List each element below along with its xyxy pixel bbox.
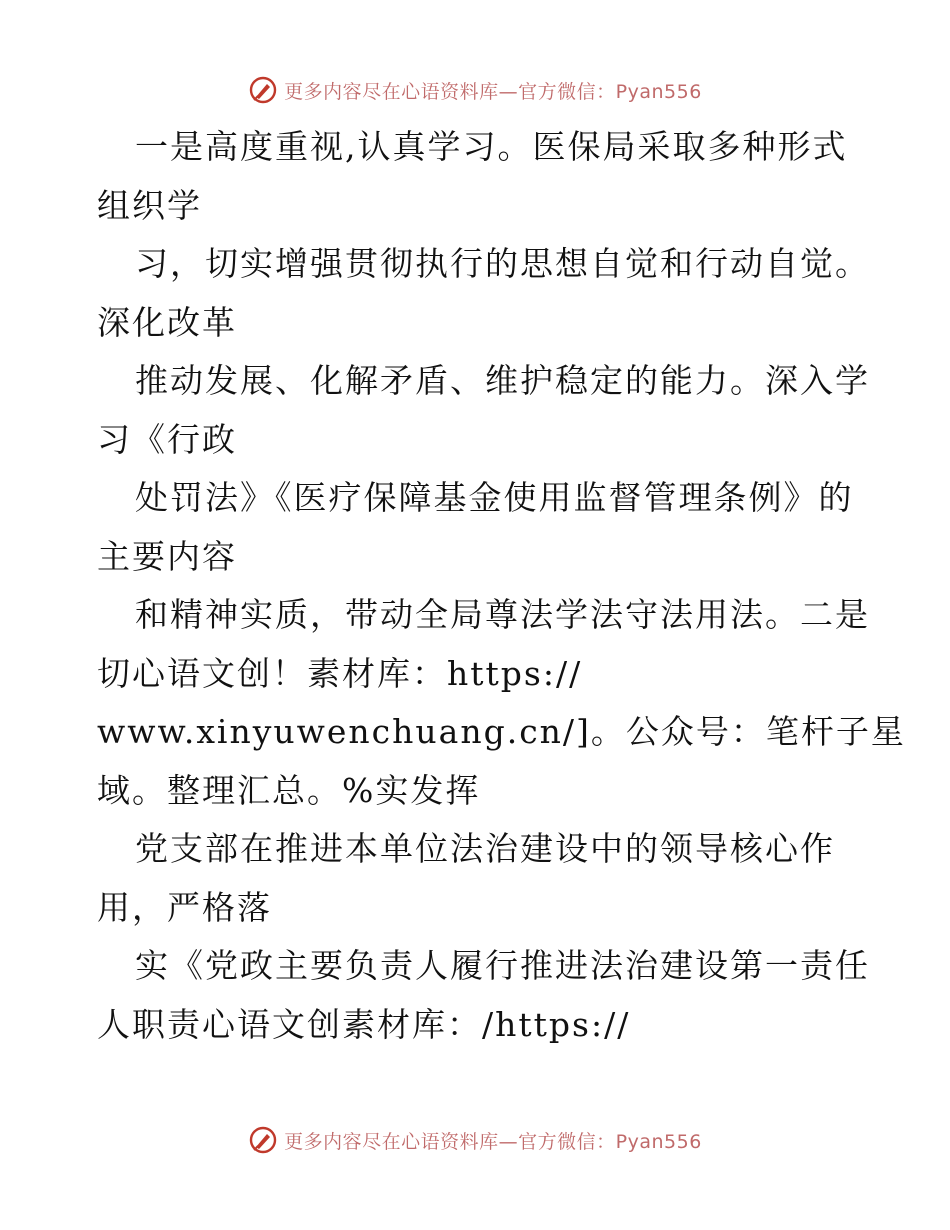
document-body xyxy=(97,118,906,1054)
text-line: www.xinyuwenchuang.cn/]。公众号：笔杆子星 xyxy=(97,712,906,751)
text-line: 切心语文创！素材库：https:// xyxy=(97,653,583,693)
text-line: 一是高度重视,认真学习。医保局采取多种形式 xyxy=(135,127,848,166)
text-line: 主要内容 xyxy=(97,536,237,576)
text-line: 组织学 xyxy=(97,185,202,225)
text-line: 处罚法》《医疗保障基金使用监督管理条例》的 xyxy=(135,478,854,517)
pen-circle-icon xyxy=(248,75,278,105)
banner-text: 更多内容尽在心语资料库—官方微信：Pyan556 xyxy=(284,80,702,103)
text-line: 人职责心语文创素材库：/https:// xyxy=(97,1004,631,1044)
text-line: 和精神实质，带动全局尊法学法守法用法。二是 xyxy=(135,595,870,634)
pen-circle-icon xyxy=(248,1125,278,1155)
header-watermark-banner xyxy=(0,70,950,110)
text-line: 党支部在推进本单位法治建设中的领导核心作 xyxy=(135,829,835,868)
footer-watermark-banner xyxy=(0,1120,950,1160)
text-line: 实《党政主要负责人履行推进法治建设第一责任 xyxy=(135,946,870,985)
text-line: 域。整理汇总。%实发挥 xyxy=(97,770,481,810)
text-line: 深化改革 xyxy=(97,302,237,342)
banner-text: 更多内容尽在心语资料库—官方微信：Pyan556 xyxy=(284,1130,702,1153)
text-line: 用，严格落 xyxy=(97,887,272,927)
text-line: 习《行政 xyxy=(97,419,237,459)
text-line: 习，切实增强贯彻执行的思想自觉和行动自觉。 xyxy=(135,244,870,283)
text-line: 推动发展、化解矛盾、维护稳定的能力。深入学 xyxy=(135,361,870,400)
